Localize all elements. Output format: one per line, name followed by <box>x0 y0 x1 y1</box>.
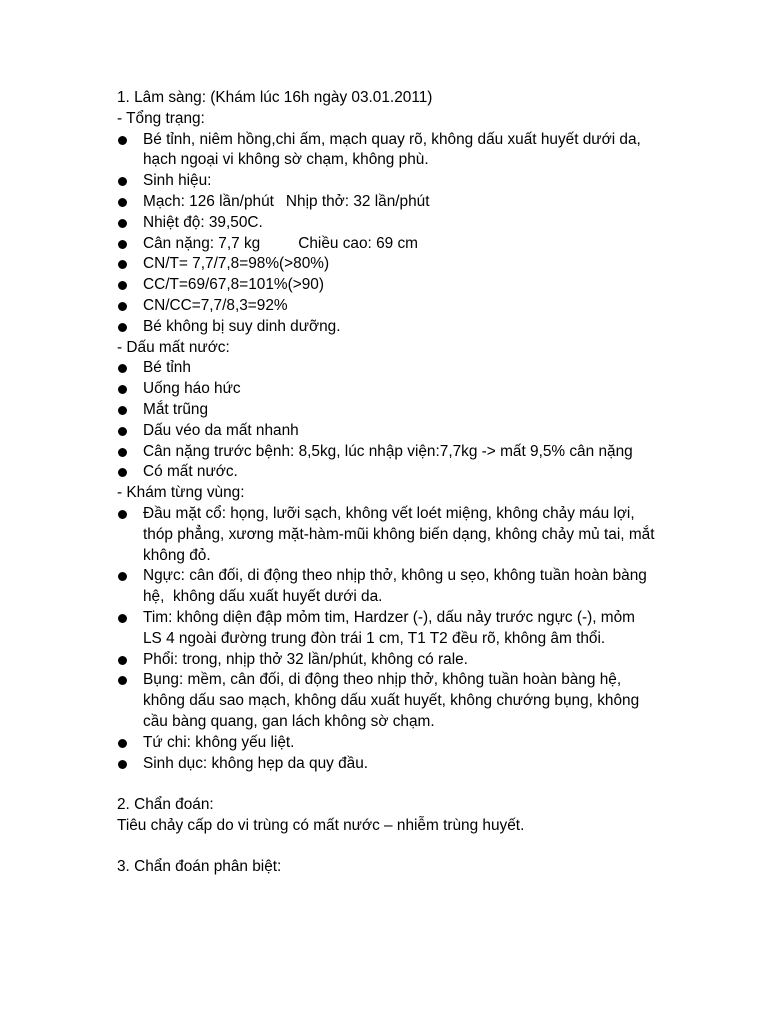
list-item: Bé tỉnh <box>117 358 657 379</box>
list-item-vitals <box>117 192 657 213</box>
bullet-icon <box>118 614 127 623</box>
resp-text: Nhịp thở: 32 lần/phút <box>285 192 430 210</box>
list-item: Bé không bị suy dinh dưỡng. <box>117 317 657 338</box>
bullet-icon <box>118 427 127 436</box>
section3-heading: 3. Chẩn đoán phân biệt: <box>117 858 282 876</box>
diagnosis-text: Tiêu chảy cấp do vi trùng có mất nước – nhiễm trùng huyết. <box>117 816 525 834</box>
bullet-icon <box>118 364 127 373</box>
bullet-icon <box>118 510 127 519</box>
bullet-icon <box>118 739 127 748</box>
bullet-icon <box>118 468 127 477</box>
bullet-icon <box>118 198 127 207</box>
bullet-icon <box>118 385 127 394</box>
bullet-icon <box>118 406 127 415</box>
bullet-icon <box>118 448 127 457</box>
list-item-anthropometry <box>117 234 657 255</box>
bullet-icon <box>118 136 127 145</box>
dehydration-label: - Dấu mất nước: <box>117 338 230 356</box>
list-item: Tứ chi: không yếu liệt. <box>117 733 657 754</box>
bullet-icon <box>118 219 127 228</box>
list-item: Bụng: mềm, cân đối, di động theo nhịp thở, không tuần hoàn bàng hệ, không dấu sao mạch, không dấu xuất huyết, không chướng bụng, không cầu bàng quang, gan lách không sờ chạm. <box>117 670 657 732</box>
list-item: Sinh hiệu: <box>117 171 657 192</box>
list-item: Đầu mặt cổ: họng, lưỡi sạch, không vết loét miệng, không chảy máu lợi, thóp phẳng, xương mặt-hàm-mũi không biến dạng, không chảy mủ tai, mắt không đỏ. <box>117 504 657 566</box>
temp-text: Nhiệt độ: 39,50C. <box>143 213 263 231</box>
bullet-icon <box>118 240 127 249</box>
general-label: - Tổng trạng: <box>117 109 205 127</box>
section2-heading: 2. Chẩn đoán: <box>117 796 214 814</box>
document-body <box>117 88 657 878</box>
list-item: Cân nặng trước bệnh: 8,5kg, lúc nhập viện:7,7kg -> mất 9,5% cân nặng <box>117 442 657 463</box>
bullet-icon <box>118 302 127 311</box>
height-text: Chiều cao: 69 cm <box>298 234 419 252</box>
list-item: CN/T= 7,7/7,8=98%(>80%) <box>117 254 657 275</box>
list-item: Ngực: cân đối, di động theo nhịp thở, không u sẹo, không tuần hoàn bàng hệ, không dấu xuất huyết dưới da. <box>117 566 657 608</box>
list-item: Mắt trũng <box>117 400 657 421</box>
weight-text: Cân nặng: 7,7 kg <box>143 234 261 252</box>
list-item: Sinh dục: không hẹp da quy đầu. <box>117 754 657 775</box>
list-item: Phổi: trong, nhịp thở 32 lần/phút, không có rale. <box>117 650 657 671</box>
regional-label: - Khám từng vùng: <box>117 484 245 502</box>
bullet-icon <box>118 760 127 769</box>
bullet-icon <box>118 323 127 332</box>
list-item: Uống háo hức <box>117 379 657 400</box>
section1-heading: 1. Lâm sàng: (Khám lúc 16h ngày 03.01.2011) <box>117 89 433 106</box>
list-item: Tim: không diện đập mỏm tim, Hardzer (-), dấu nảy trước ngực (-), mỏm LS 4 ngoài đường trung đòn trái 1 cm, T1 T2 đều rõ, không âm thổi. <box>117 608 657 650</box>
bullet-icon <box>118 177 127 186</box>
bullet-icon <box>118 656 127 665</box>
list-item: CC/T=69/67,8=101%(>90) <box>117 275 657 296</box>
bullet-icon <box>118 572 127 581</box>
list-item: Dấu véo da mất nhanh <box>117 421 657 442</box>
list-item: CN/CC=7,7/8,3=92% <box>117 296 657 317</box>
paragraph-spacer <box>117 774 657 795</box>
bullet-icon <box>118 260 127 269</box>
list-item: Có mất nước. <box>117 462 657 483</box>
pulse-text: Mạch: 126 lần/phút <box>143 192 274 210</box>
bullet-icon <box>118 281 127 290</box>
list-item <box>117 213 657 234</box>
list-item: Bé tỉnh, niêm hồng,chi ấm, mạch quay rõ, không dấu xuất huyết dưới da, hạch ngoại vi không sờ chạm, không phù. <box>117 130 657 172</box>
paragraph-spacer <box>117 837 657 858</box>
bullet-icon <box>118 676 127 685</box>
